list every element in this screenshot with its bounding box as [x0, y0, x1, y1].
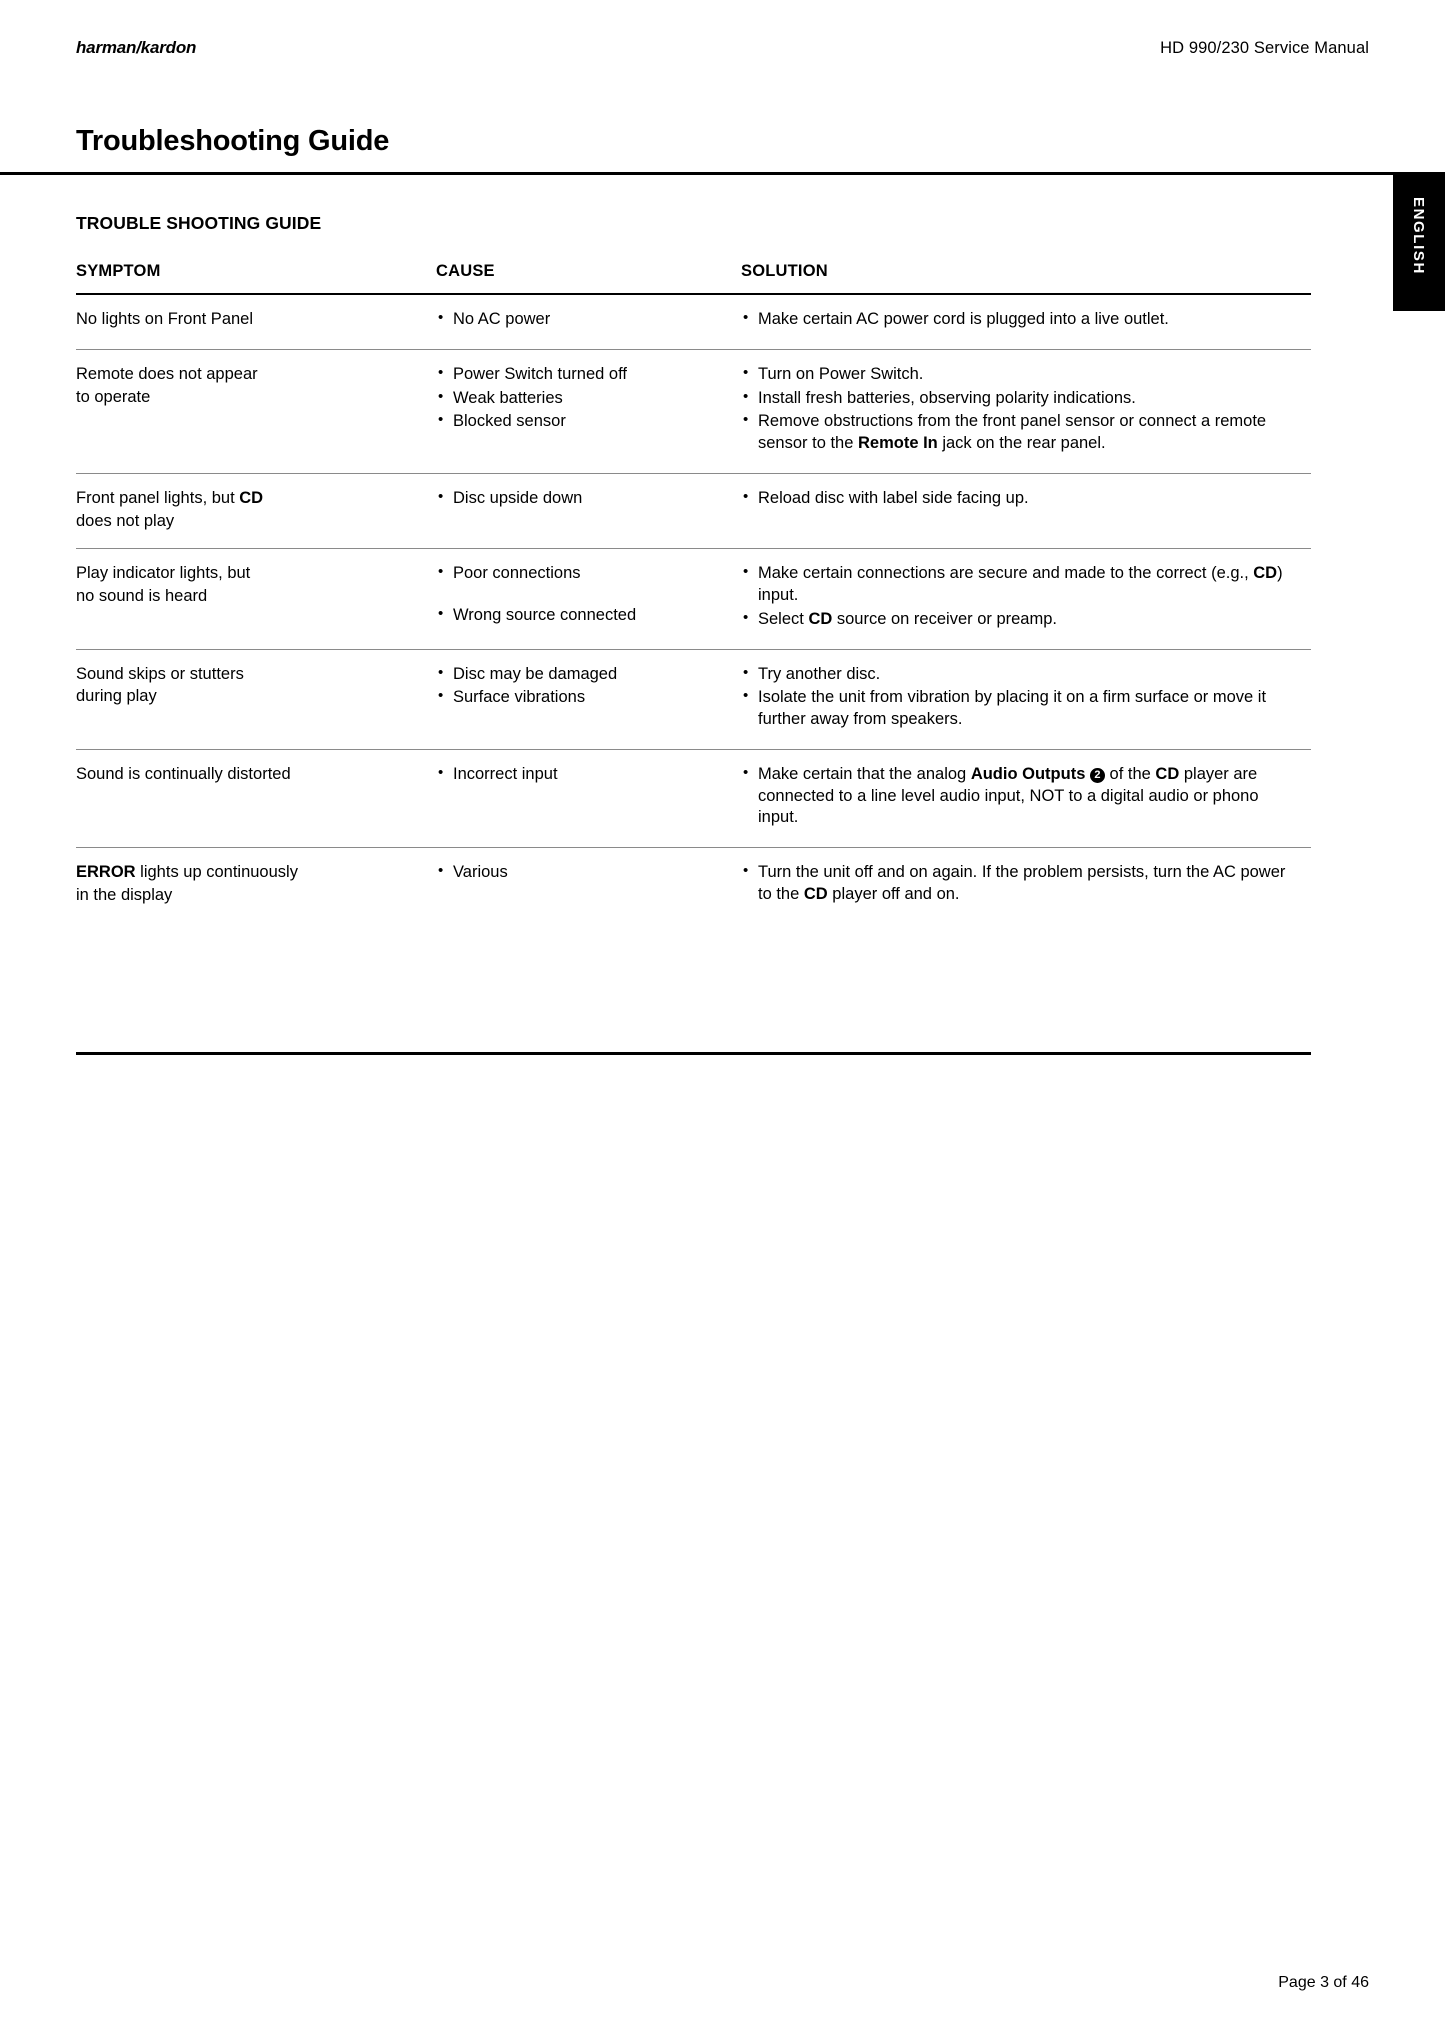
solution-list — [741, 488, 1301, 510]
symptom-line: during play — [76, 687, 157, 706]
symptom-line: Front panel lights, but CD — [76, 488, 264, 507]
cause-item: • Incorrect input — [436, 764, 731, 786]
solution-item: • Make certain connections are secure and made to the correct (e.g., CD) input. — [741, 563, 1301, 607]
symptom-line: Remote does not appear — [76, 364, 258, 383]
troubleshooting-table — [76, 262, 1311, 924]
cell-cause — [436, 649, 741, 749]
troubleshooting-table-wrap — [76, 262, 1311, 924]
cell-cause — [436, 749, 741, 847]
title-divider — [0, 172, 1445, 175]
cause-item: • Poor connections — [436, 563, 731, 585]
table-bottom-divider — [76, 1052, 1311, 1055]
page-title: Troubleshooting Guide — [76, 125, 390, 157]
column-header-cause: CAUSE — [436, 262, 495, 280]
solution-item: • Reload disc with label side facing up. — [741, 488, 1301, 510]
cause-item: • Power Switch turned off — [436, 364, 731, 386]
symptom-line: Sound is continually distorted — [76, 764, 291, 783]
column-header-symptom: SYMPTOM — [76, 262, 161, 280]
cell-solution — [741, 848, 1311, 924]
cell-cause — [436, 549, 741, 649]
cause-list — [436, 364, 731, 433]
cell-symptom — [76, 649, 436, 749]
solution-item: • Turn on Power Switch. — [741, 364, 1301, 386]
symptom-line: to operate — [76, 387, 151, 406]
table-body — [76, 294, 1311, 924]
cell-cause — [436, 473, 741, 549]
symptom-line: in the display — [76, 886, 173, 905]
cause-list — [436, 488, 731, 510]
symptom-line: Play indicator lights, but — [76, 564, 251, 583]
table-row — [76, 848, 1311, 924]
table-row — [76, 749, 1311, 847]
cell-solution — [741, 294, 1311, 349]
cause-item: • Surface vibrations — [436, 687, 731, 709]
column-header-solution: SOLUTION — [741, 262, 828, 280]
cell-symptom — [76, 473, 436, 549]
cell-solution — [741, 349, 1311, 473]
cause-item: • Disc may be damaged — [436, 664, 731, 686]
symptom-line: No lights on Front Panel — [76, 310, 254, 328]
solution-item: • Turn the unit off and on again. If the problem persists, turn the AC power to the CD player off and on. — [741, 862, 1301, 906]
manual-title: HD 990/230 Service Manual — [1160, 39, 1369, 57]
table-row — [76, 349, 1311, 473]
solution-list — [741, 364, 1301, 455]
solution-list — [741, 309, 1301, 331]
cell-cause — [436, 349, 741, 473]
callout-marker-2: 2 — [1090, 768, 1105, 783]
cell-solution — [741, 549, 1311, 649]
cell-solution — [741, 749, 1311, 847]
solution-item: • Install fresh batteries, observing polarity indications. — [741, 388, 1301, 410]
language-tab-english — [1393, 175, 1445, 311]
cause-item: • Various — [436, 862, 731, 884]
cell-symptom — [76, 349, 436, 473]
brand-logo: harman/kardon — [76, 38, 197, 57]
solution-list — [741, 764, 1301, 829]
cause-list — [436, 664, 731, 710]
cause-item: • No AC power — [436, 309, 731, 331]
cause-item: • Blocked sensor — [436, 411, 731, 433]
solution-item: • Make certain that the analog Audio Outputs 2 of the CD player are connected to a line level audio input, NOT to a digital audio or phono input. — [741, 764, 1301, 829]
cause-list — [436, 563, 731, 627]
symptom-line: Sound skips or stutters — [76, 664, 244, 683]
symptom-line: does not play — [76, 511, 175, 530]
solution-item: • Select CD source on receiver or preamp. — [741, 609, 1301, 631]
symptom-line: ERROR lights up continuously — [76, 863, 298, 882]
symptom-line: no sound is heard — [76, 587, 208, 606]
table-row — [76, 473, 1311, 549]
solution-list — [741, 862, 1301, 906]
section-title: TROUBLE SHOOTING GUIDE — [76, 213, 322, 233]
cause-list — [436, 862, 731, 884]
solution-item: • Make certain AC power cord is plugged into a live outlet. — [741, 309, 1301, 331]
solution-item: • Remove obstructions from the front panel sensor or connect a remote sensor to the Remote In jack on the rear panel. — [741, 411, 1301, 455]
document-header — [76, 38, 1369, 58]
cell-cause — [436, 848, 741, 924]
cell-symptom — [76, 749, 436, 847]
table-row — [76, 294, 1311, 349]
cell-cause — [436, 294, 741, 349]
table-row — [76, 649, 1311, 749]
table-row — [76, 549, 1311, 649]
cell-symptom — [76, 294, 436, 349]
solution-item: • Try another disc. — [741, 664, 1301, 686]
solution-list — [741, 664, 1301, 731]
page-footer: Page 3 of 46 — [1278, 1974, 1369, 1991]
cell-symptom — [76, 549, 436, 649]
solution-item: • Isolate the unit from vibration by placing it on a firm surface or move it further away from speakers. — [741, 687, 1301, 731]
cause-item: • Disc upside down — [436, 488, 731, 510]
cause-item: • Wrong source connected — [436, 605, 731, 627]
cell-symptom — [76, 848, 436, 924]
table-header-row — [76, 262, 1311, 294]
cause-item: • Weak batteries — [436, 388, 731, 410]
cell-solution — [741, 649, 1311, 749]
cell-solution — [741, 473, 1311, 549]
language-tab-label: ENGLISH — [1410, 197, 1427, 275]
solution-list — [741, 563, 1301, 630]
cause-list — [436, 764, 731, 786]
cause-list — [436, 309, 731, 331]
